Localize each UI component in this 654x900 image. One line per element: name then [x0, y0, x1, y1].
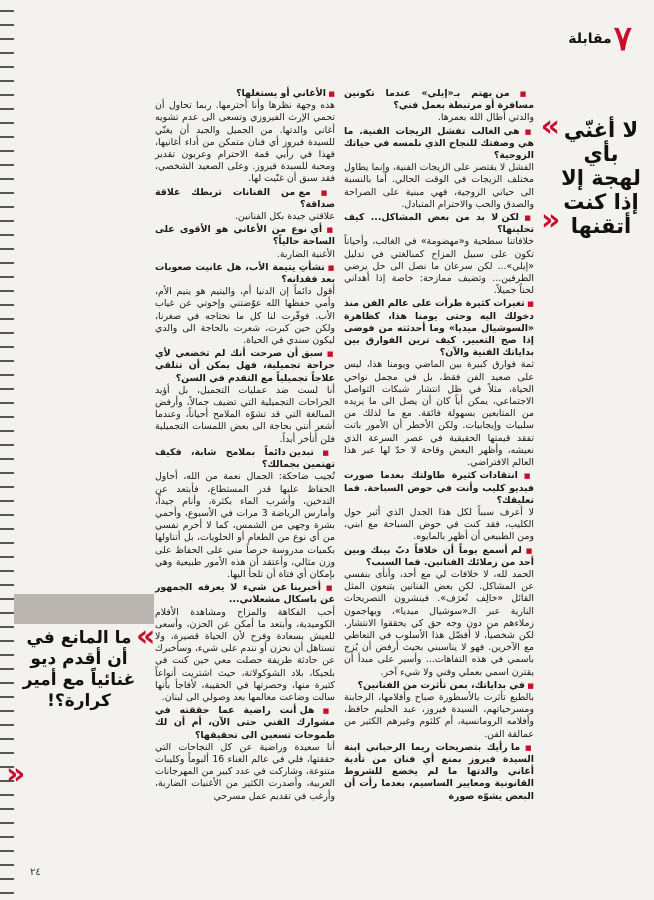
interview-question: ■ انتقادات كثيرة طاولتك بعدما صورت فيديو كليب وأنت في حوض السباحة. فما تعليقك؟ [344, 470, 534, 507]
article-column-left [155, 88, 335, 804]
article-column-right [344, 88, 534, 804]
interview-answer: الفشل لا يقتصر على الزيجات الفنية، وإنما يطاول مختلف الزيجات في الوقت الحالي. أما بالنسبة الى حياتي الزوجية، فهي مبنية على الصراحة والصدق والحب والاحترام المتبادل. [344, 162, 534, 210]
interview-question: ■ من يهتم بـ«إيلي» عندما تكونين مسافرة أو مرتبطة بعمل فني؟ [344, 88, 534, 112]
interview-answer: الحمد لله، لا خلافات لي مع أحد، وأنأى بنفسي عن المشاكل. لكن بعض الفنانين يتبعون المثل القائل «خالِف تُعرَف». فينشرون التصريحات النارية عبر الـ«سوشيال ميديا»، ويهاجمون زملاءهم من دون وجه حق كي يحققوا الانتشار. لكن شخصياً، لا أفضّل هذا الأسلوب في التعاطي مع الآخرين. فهو لا يناسبني بحيث أرفض أن يُزج باسمي في هذه التفاهات... وأسير على مبدأ أن يقترن اسمي بعملي وفني ولا شيء آخر. [344, 568, 534, 678]
interview-answer: أقول دائماً إن الدنيا أم، واليتيم هو يتيم الأم، وأمي حفظها الله عوّضتني وإخوتي عن غياب الأب. فوفّرت لنا كل ما نحتاجه في صغرنا، ولكن حين كبرت، شعرت بالحاجة الى والدي ليكون سندي في الحياة. [155, 286, 335, 347]
section-header [568, 19, 632, 59]
interview-question: ■ سبق أن صرحت أنك لم تخضعي لأي جراحة تجميلية، فهل يمكن أن تتلقي علاجاً تجميلياً مع التقدم في السن؟ [155, 348, 335, 385]
decorative-band [14, 594, 154, 624]
interview-answer: بالطبع تأثرت بالأسطورة صباح وأفلامها، الرحابنة ومسرحياتهم، السيدة فيروز، عبد الحليم حافظ، وأفلامه الرومانسية، أم كلثوم وغيرهم الكثير من عمالقة الفن. [344, 691, 534, 740]
interview-question: ■ تبدين دائماً بملامح شابة، فكيف تهتمين بجمالك؟ [155, 447, 335, 471]
interview-question: ■ ما رأيك بتصريحات ريما الرحباني ابنة السيدة فيروز بمنع أي فنان من تأدية أغاني والدتها ما لم يخضع للشروط القانونية ومعايير الساسيم، بعدما رأت أن البعض يشوّه صورة [344, 742, 534, 803]
interview-question: ■ نشأتِ يتيمة الأب، هل عانيت صعوبات بعد فقدانه؟ [155, 262, 335, 286]
interview-question: ■ في بداياتك، بمن تأثرت من الفنانين؟ [344, 680, 534, 692]
interview-question: ■ لكن لا بد من بعض المشاكل... كيف تحلينها؟ [344, 212, 534, 236]
page-number: ٢٤ [30, 867, 41, 878]
interview-question: ■ تغيرات كثيرة طرأت على عالم الفن منذ دخولك اليه وحتى يومنا هذا، كظاهرة «السوشيال ميديا» وما أحدثته من فوضى إذا صح التعبير. كيف ترين الفوارق بين بداياتك الفنية والآن؟ [344, 298, 534, 359]
interview-answer: ثمة فوارق كبيرة بين الماضي ويومنا هذا، ليس على صعيد الفن فقط، بل في مجمل نواحي الحياة، مثلاً في ظل انتشار شبكات التواصل الاجتماعي، يمكن أياً كان أن يصل الى ما يريده من المتابعين بسهولة فائقة. مع ما لذلك من سلبيات وإيجابيات. ولكن الأخطر أن الأمور باتت تفقد قيمتها الحقيقية في عصر السرعة الذي نعيشه، وأظهر البعض وقاحة لا حدّ لها عبر هذا العالم الافتراضي. [344, 359, 534, 469]
interview-answer: أنا سعيدة وراضية عن كل النجاحات التي حققتها، فلي في عالم الغناء 16 ألبوماً وكليبات متنوعة، وشاركت في عدد كبير من المهرجانات العربية، وأصدرت الكثير من الأغنيات الضاربة، وأرغب في تقديم عمل مسرحي [155, 741, 336, 802]
section-title: مقابلة [568, 31, 612, 47]
quote-mark-icon: « [6, 758, 26, 793]
interview-answer: هذه وجهة نظرها وأنا أحترمها. ربما تحاول أن تحمي الإرث الفيروزي وتسعى الى عدم تشويه أغاني والدتها. من الجميل والجيد أن يغنّي للسيدة فيروز أي فنان متمكن من أداء أغانيها، فهذا في رأيي قمة الاحترام وعربون تقدير ومحبة للسيدة فيروز. وعلى الصعيد الشخصي، فقد سبق أن غنّيت لها. [155, 100, 335, 185]
interview-answer: لا أعرف سبباً لكل هذا الجدل الذي أثير حول الكليب، فقد كنت في حوض السباحة مع ابني، ومن الطبيعي أن أظهر بالمايوه. [344, 506, 534, 543]
section-number: ٧ [613, 19, 632, 59]
interview-question: ■ هل أنت راضية عما حققته في مشوارك الفني حتى الآن، أم أن لك طموحات تسعين الى تحقيقها؟ [155, 705, 335, 742]
interview-question: ■ أي نوع من الأغاني هو الأقوى على الساحة حالياً؟ [155, 224, 335, 248]
interview-answer: أحب الفكاهة والمزاح ومشاهدة الأفلام الكوميدية، وأبتعد ما أمكن عن الحزن، وأسعى للعيش بسعادة وفرح لأن الحياة قصيرة، ولا تستاهل أن نحزن أو نندم على شيء، وسأخبرك عن حادثة طريفة حصلت معي حين كنت في بلجيكا، بلاد الشوكولاتة، حيث اشتريت أنواعاً كثيرة منها، وحصرتها في الحقيبة، لأفاجأ بأنها سالت وضاعت معالمها بعد وصولي الى لبنان. [155, 606, 335, 703]
interview-question: ■ مع من الفنانات تربطك علاقة صداقة؟ [155, 187, 335, 211]
interview-answer: علاقتي جيدة بكل الفنانين. [234, 211, 335, 223]
quote-mark-icon: « [540, 204, 560, 239]
interview-answer: والدتي أطال الله بعمرها. [437, 112, 534, 124]
quote-mark-icon: « [136, 619, 156, 654]
quote-mark-icon: « [540, 109, 560, 144]
interview-answer: الأغنية الضاربة. [276, 248, 335, 260]
interview-question: ■ أخبرينا عن شيء لا يعرفه الجمهور عن باسكال مشعلاني... [155, 582, 335, 606]
interview-answer: خلافاتنا سطحية و«مهضومة» في الغالب، وأحياناً تكون على سبيل المزاح كمبالغتي في تدليل «إيلي»... لكن سرعان ما نصل الى حل يرضي الطرفين... وتضيف ممازحة: خاصة إذا أهداني لحناً جميلاً. [344, 236, 534, 297]
interview-answer: أنا لست ضد عمليات التجميل، بل أؤيد الجراحات التجميلية التي تضيف جمالاً، وأرفض المبالغة التي قد تشوّه الملامح أحياناً، وعندما أشعر أنني بحاجة الى بعض اللمسات التجميلية فلن أتأخر أبداً. [155, 384, 335, 445]
interview-question: ■ هي الغالب تفشل الزيجات الفنية. ما هي وصفتك للنجاح الذي نلمسه في حياتك الزوجية؟ [344, 126, 534, 163]
pull-quote-2: ما المانع في أن أقدم ديو غنائياً مع أمير كرارة؟! [22, 628, 136, 711]
interview-question: ■ لم أسمع يوماً أن خلافاً دبّ بينك وبين أحد من زملائك الفنانين. فما السبب؟ [344, 545, 534, 569]
pull-quote-1: لا أغنّي بأي لهجة إلا إذا كنت أتقنها [561, 118, 641, 238]
interview-question: ■ الأغاني أو يستغلها؟ [155, 88, 335, 100]
interview-answer: تُجيب ضاحكة: الجمال نعمة من الله، أحاول الحفاظ عليها قدر المستطاع، فأبتعد عن التدخين، وأشرب الماء بكثرة، وأنام جيداً، وأمارس الرياضة 3 مرات في الأسبوع، وأحمي بشرة وجهي من الشمس، كما لا أحرم نفسي من أي نوع من الطعام أو الحلويات، بل أتناولها بكميات مدروسة حرصاً مني على الحفاظ على وزن مثالي، وأعتقد أن هذه الأمور طبيعية وهي بإمكان أي فتاة أن تلجأ اليها. [155, 471, 335, 580]
